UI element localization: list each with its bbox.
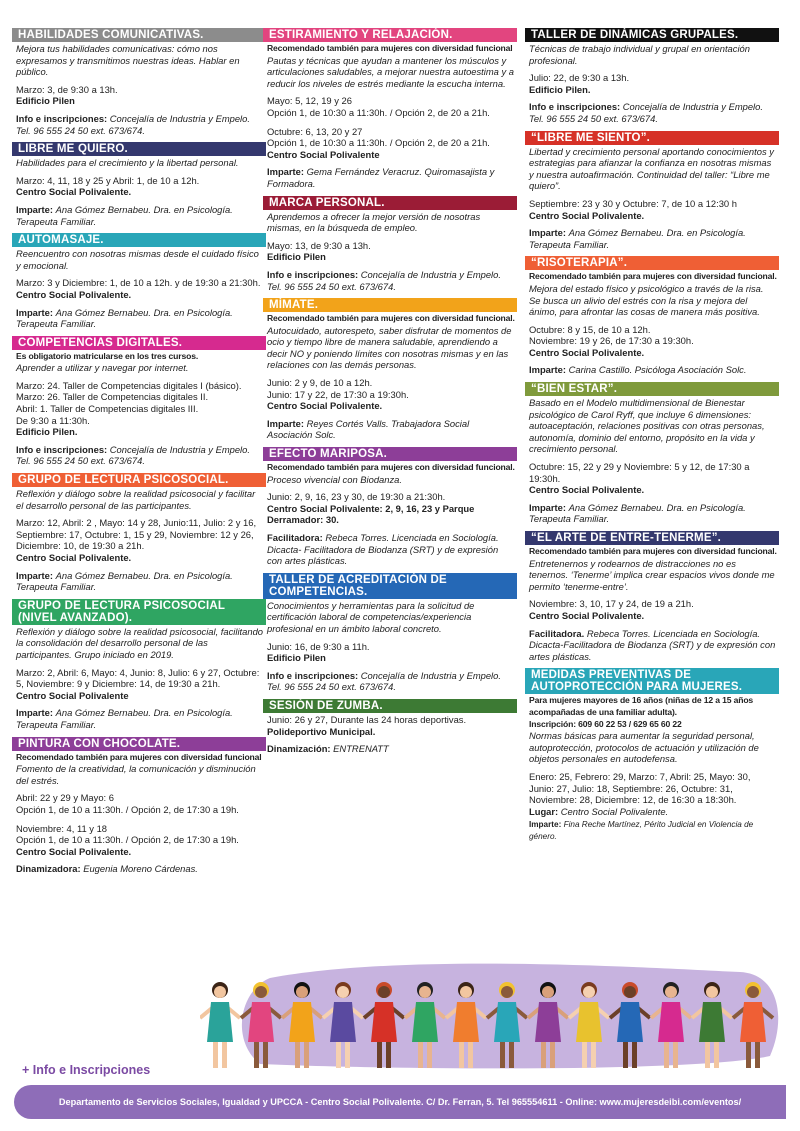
workshop-contact [267, 166, 515, 189]
workshop-body [12, 487, 266, 593]
workshop-schedule-line: Noviembre: 19 y 26, de 17:30 a 19:30h. [529, 335, 694, 347]
workshop-place: Centro Social Polivalente. [529, 209, 645, 221]
workshop-schedule-line: Junio: 2, 9, 16, 23 y 30, de 19:30 a 21:30h. [267, 491, 446, 503]
workshop-title-line-2: COMPETENCIAS. [269, 585, 368, 598]
workshop-schedule-line: De 9:30 a 11:30h. [16, 414, 90, 426]
workshop-place-label: Lugar: [529, 805, 559, 817]
workshop-description: Fomento de la creatividad, la comunicación y disminución del estrés. [16, 763, 256, 786]
workshop-body [525, 42, 779, 125]
workshop-title-line: GRUPO DE LECTURA PSICOSOCIAL [18, 599, 226, 612]
workshop-description: Reflexión y diálogo sobre la realidad psicosocial y facilitar el desarrollo personal de las participantes. [16, 488, 256, 511]
workshop-title [12, 336, 266, 350]
workshop-title [263, 699, 517, 713]
workshop-body [12, 625, 266, 731]
workshop-contact-text: Carina Castillo. Psicóloga Asociación Solc. [568, 364, 747, 376]
workshop-contact-label: Imparte: [16, 707, 53, 719]
workshop-contact-text: Ana Gómez Bernabeu. Dra. en Psicología. Terapeuta Familiar. [529, 501, 746, 525]
workshop-zumba [263, 699, 517, 755]
workshop-place: Centro Social Polivalente. [16, 186, 132, 198]
workshop-contact [16, 113, 264, 136]
workshop-title-line: ESTIRAMIENTO Y RELAJACIÓN. [269, 29, 453, 41]
workshop-schedule-line: Marzo: 4, 11, 18 y 25 y Abril: 1, de 10 a 12h. [16, 174, 200, 186]
workshop-title-line: LIBRE ME QUIERO. [18, 143, 128, 156]
workshop-title [12, 737, 266, 751]
workshop-contact-label: Info e inscripciones: [267, 669, 359, 681]
workshop-contact [267, 532, 515, 567]
workshop-contact-text: ENTRENATT [333, 743, 389, 755]
workshop-note: Para mujeres mayores de 16 años (niñas de 12 a 15 años acompañadas de una familiar adulta). [529, 695, 754, 717]
workshop-contact [529, 628, 777, 663]
workshop-title-line: PINTURA CON CHOCOLATE. [18, 737, 181, 750]
workshop-schedule-line: Julio: 22, de 9:30 a 13h. [529, 72, 630, 84]
workshop-body [263, 312, 517, 441]
workshop-schedule-line: Opción 1, de 10:30 a 11:30h. / Opción 2, de 20 a 21h. [267, 106, 490, 118]
workshop-title-line: MEDIDAS PREVENTIVAS DE [531, 669, 692, 682]
workshop-body [263, 713, 517, 755]
workshop-body [525, 694, 779, 842]
workshop-title [525, 668, 779, 694]
workshop-note: Recomendado también para mujeres con diversidad funcional. [267, 313, 515, 324]
workshop-title-line: GRUPO DE LECTURA PSICOSOCIAL. [18, 474, 229, 487]
workshop-lectura-avanzado [12, 599, 266, 731]
workshop-schedule-line: Mayo: 13, de 9:30 a 13h. [267, 239, 371, 251]
workshop-contact [16, 863, 264, 875]
workshop-bienestar [525, 382, 779, 525]
workshop-place: Centro Social Polivalente. [16, 288, 132, 300]
workshop-contact-text: Rebeca Torres. Licenciada en Sociología. Dicacta-Facilitadora de Biodanza (SRT) y de expresión con artes plásticas. [529, 627, 776, 662]
workshop-contact [529, 819, 777, 842]
workshop-contact-text: Concejalía de Industria y Empelo. Tel. 96 555 24 50 ext. 673/674. [16, 443, 250, 467]
workshop-contact-text: Concejalía de Industria y Empelo. Tel. 96 555 24 50 ext. 673/674. [267, 669, 501, 693]
workshop-schedule-line: Noviembre: 3, 10, 17 y 24, de 19 a 21h. [529, 598, 694, 610]
workshop-body [12, 247, 266, 330]
person-figure [200, 982, 240, 1068]
workshop-contact-text: Gema Fernández Veracruz. Quiromasajista y Formadora. [267, 166, 495, 189]
workshop-title-line: TALLER DE ACREDITACIÓN DE [269, 573, 447, 586]
column-middle [263, 28, 517, 761]
workshop-contact [267, 418, 515, 441]
workshop-title-line: COMPETENCIAS DIGITALES. [18, 336, 183, 349]
workshop-place: Edificio Pilen. [16, 426, 78, 438]
workshop-place: Centro Social Polivalente. [16, 552, 132, 563]
workshop-schedule-line: Marzo: 2, Abril: 6, Mayo: 4, Junio: 8, Julio: 6 y 27, Octubre: 5, Noviembre: 9 y Diciembre: 14, de 19:30 a 21h. [16, 666, 260, 690]
workshop-place: Centro Social Polivalente. [529, 609, 645, 621]
workshop-libre-siento [525, 131, 779, 251]
workshop-note: Recomendado también para mujeres con diversidad funcional [267, 43, 513, 53]
workshop-title-line-2: AUTOPROTECCIÓN PARA MUJERES. [531, 681, 743, 694]
workshop-contact-label: Facilitadora. [529, 627, 585, 639]
workshop-contact [16, 307, 264, 330]
workshop-description: Reflexión y diálogo sobre la realidad psicosocial, facilitando la consolidación del desarrollo personal de las participantes. Grupo iniciado en 2019. [16, 625, 264, 660]
workshop-contact-label: Imparte: [267, 417, 304, 429]
workshop-contact-text: Eugenia Moreno Cárdenas. [83, 863, 198, 875]
workshop-title-line: “LIBRE ME SIENTO”. [531, 131, 651, 144]
workshop-title [525, 256, 779, 270]
schedule-gap [267, 119, 515, 126]
workshop-body [263, 42, 517, 190]
workshop-contact-label: Imparte: [16, 569, 53, 581]
workshop-schedule-line: Enero: 25, Febrero: 29, Marzo: 7, Abril: 25, Mayo: 30, Junio: 27, Julio: 18, Septiembre: 26, Octubre: 31, Noviembre: 28, Diciembre: 12, de 16:30 a 18:30h. [529, 770, 751, 806]
workshop-schedule-line: Marzo: 24. Taller de Competencias digitales I (básico). [16, 379, 242, 391]
workshop-title [525, 131, 779, 145]
workshop-description: Normas básicas para aumentar la seguridad personal, autoprotección, protocolos de actuación y utilización de objetos personales en autodefensa. [529, 730, 759, 765]
workshop-schedule-line: Opción 1, de 10:30 a 11:30h. / Opción 2, de 20 a 21h. [267, 137, 490, 149]
workshop-note: Recomendado también para mujeres con diversidad funcional [16, 751, 262, 762]
workshop-body [525, 545, 779, 662]
workshop-place: Centro Social Polivalente. [16, 845, 132, 857]
workshop-contact [16, 707, 264, 730]
workshop-schedule-line: Septiembre: 23 y 30 y Octubre: 7, de 10 a 12:30 h [529, 197, 737, 209]
workshop-description: Reencuentro con nosotras mismas desde el cuidado físico y emocional. [16, 248, 259, 271]
workshop-mimate [263, 298, 517, 441]
workshop-body [525, 145, 779, 251]
workshop-contact [529, 227, 777, 250]
workshop-body [525, 396, 779, 525]
workshop-contact-text: Ana Gómez Bernabeu. Dra. en Psicología. Terapeuta Familiar. [16, 306, 233, 330]
workshop-title [263, 28, 517, 42]
workshop-place: Centro Social Polivalente. [560, 805, 669, 817]
workshop-schedule-line: Abril: 1. Taller de Competencias digitales III. [16, 403, 199, 415]
workshop-title [12, 28, 266, 42]
workshop-schedule-line: Marzo: 26. Taller de Competencias digitales II. [16, 391, 209, 403]
workshop-competencias [12, 336, 266, 467]
workshop-contact-text: Ana Gómez Bernabeu. Dra. en Psicología. Terapeuta Familiar. [529, 227, 746, 250]
workshop-schedule-line: Opción 1, de 10 a 11:30h. / Opción 2, de 17:30 a 19h. [16, 803, 239, 815]
column-right [525, 28, 779, 848]
workshop-contact-label: Info e inscripciones: [16, 112, 108, 124]
workshop-contact [529, 101, 777, 124]
workshop-place: Centro Social Polivalente. [267, 400, 383, 412]
workshop-contact-text: Concejalía de Industria y Empelo. Tel. 96 555 24 50 ext. 673/674. [529, 101, 763, 124]
workshop-contact [267, 743, 515, 755]
workshop-body [12, 751, 266, 875]
workshop-place: Centro Social Polivalente. [529, 484, 645, 496]
workshop-lectura [12, 473, 266, 593]
workshop-risoterapia [525, 256, 779, 376]
workshop-habilidades [12, 28, 266, 136]
workshop-title-line: MARCA PERSONAL. [269, 196, 385, 209]
workshop-body [263, 210, 517, 293]
workshop-libre-quiero [12, 142, 266, 227]
workshop-contact [16, 570, 264, 593]
workshop-contact-text: Fina Reche Martínez, Périto Judicial en Violencia de género. [529, 820, 754, 841]
workshop-marca [263, 196, 517, 293]
workshop-schedule-line: Marzo: 3 y Diciembre: 1, de 10 a 12h. y de 19:30 a 21:30h. [16, 277, 261, 289]
workshop-schedule-line: Junio: 16, de 9:30 a 11h. [267, 640, 370, 652]
workshop-contact-text: Ana Gómez Bernabeu. Dra. en Psicología. Terapeuta Familiar. [16, 707, 233, 730]
workshop-title [263, 196, 517, 210]
workshop-automasaje [12, 233, 266, 330]
workshop-contact-label: Imparte: [529, 820, 562, 830]
workshop-description: Aprender a utilizar y navegar por internet. [16, 362, 189, 374]
workshop-description: Habilidades para el crecimiento y la libertad personal. [16, 157, 239, 169]
workshop-title-line: SESIÓN DE ZUMBA. [269, 699, 383, 712]
workshop-note: Recomendado también para mujeres con diversidad funcional. [267, 462, 515, 473]
workshop-contact-text: Ana Gómez Bernabeu. Dra. en Psicología. Terapeuta Familiar. [16, 203, 233, 227]
workshop-description: Mejora tus habilidades comunicativas: cómo nos expresamos y transmitimos nuestras ideas. Hablar en público. [16, 43, 240, 78]
workshop-schedule-line: Octubre: 6, 13, 20 y 27 [267, 125, 363, 137]
workshop-body [12, 156, 266, 227]
info-inscripciones-link[interactable]: + Info e Inscripciones [22, 1063, 151, 1077]
workshop-description: Técnicas de trabajo individual y grupal en orientación profesional. [529, 43, 750, 66]
workshop-place: Centro Social Polivalente: 2, 9, 16, 23 y Parque Derramador: 30. [267, 502, 475, 526]
workshop-note-2: Inscripción: 609 60 22 53 / 629 65 60 22 [529, 718, 682, 729]
workshop-schedule-line: Octubre: 15, 22 y 29 y Noviembre: 5 y 12, de 17:30 a 19:30h. [529, 461, 750, 484]
workshop-note: Es obligatorio matricularse en los tres cursos. [16, 350, 199, 361]
workshop-description: Aprendemos a ofrecer la mejor versión de nosotras mismas, en la búsqueda de empleo. [267, 210, 481, 234]
workshop-body [263, 599, 517, 693]
workshop-place: Centro Social Polivalente [267, 148, 380, 160]
workshop-contact-label: Info e inscripciones: [267, 268, 359, 280]
workshop-pintura [12, 737, 266, 875]
workshop-contact-label: Imparte: [16, 306, 53, 318]
workshop-contact-text: Reyes Cortés Valls. Trabajadora Social Asociación Solc. [267, 417, 470, 441]
workshop-description: Entretenernos y rodearnos de distracciones no es tenernos. ‘Tenerme’ implica crear espacios vivos donde me permito ‘tenerme-entre’. [529, 557, 775, 592]
workshop-place: Edificio Pilen [267, 251, 326, 263]
workshop-body [263, 461, 517, 567]
workshop-title [12, 233, 266, 247]
footer-bar [14, 1085, 786, 1119]
workshop-place: Edificio Pilen [16, 95, 75, 107]
workshop-title [263, 298, 517, 312]
workshop-contact [529, 502, 777, 525]
workshop-contact-label: Imparte: [267, 166, 304, 178]
workshop-contact-text: Rebeca Torres. Licenciada en Sociología. Dicacta- Facilitadora de Biodanza (SRT) y de expresión con artes plásticas. [267, 532, 499, 567]
workshop-dinamicas [525, 28, 779, 125]
workshop-place: Edificio Pilen. [529, 83, 591, 95]
workshop-contact-label: Facilitadora: [267, 532, 323, 543]
workshop-place: Polideportivo Municipal. [267, 725, 376, 737]
workshop-title-line: HABILIDADES COMUNICATIVAS. [18, 29, 204, 41]
workshop-place: Edificio Pilen [267, 652, 326, 664]
workshop-title-line: “RISOTERAPIA”. [531, 257, 628, 270]
workshop-contact-text: Ana Gómez Bernabeu. Dra. en Psicología. Terapeuta Familiar. [16, 569, 233, 593]
workshop-schedule-line: Opción 1, de 10 a 11:30h. / Opción 2, de 17:30 a 19h. [16, 834, 239, 846]
workshop-body [12, 42, 266, 136]
workshop-acreditacion [263, 573, 517, 693]
workshop-title [12, 473, 266, 487]
workshop-contact-text: Concejalía de Industria y Empelo. Tel. 96 555 24 50 ext. 673/674. [16, 112, 250, 136]
column-left [12, 28, 266, 881]
workshop-contact-label: Imparte: [529, 501, 566, 513]
workshop-contact-label: Info e inscripciones: [529, 101, 621, 113]
workshop-entretenerme [525, 531, 779, 662]
workshop-note: Recomendado también para mujeres con diversidad funcional. [529, 546, 777, 556]
workshop-body [525, 270, 779, 376]
workshop-contact [529, 364, 777, 376]
workshop-contact-label: Imparte: [529, 227, 566, 239]
workshop-title [525, 28, 779, 42]
workshop-place: Centro Social Polivalente [16, 689, 129, 701]
workshop-title-line: EFECTO MARIPOSA. [269, 448, 387, 461]
workshop-description: Proceso vivencial con Biodanza. [267, 473, 402, 485]
workshop-contact [16, 204, 264, 227]
workshop-schedule-line: Noviembre: 4, 11 y 18 [16, 822, 108, 834]
workshop-contact-label: Dinamización: [267, 743, 331, 755]
workshop-title-line: “EL ARTE DE ENTRE-TENERME”. [531, 532, 722, 544]
workshop-contact-label: Imparte: [529, 364, 566, 376]
workshop-schedule-line: Mayo: 5, 12, 19 y 26 [267, 95, 352, 107]
workshop-contact [16, 444, 264, 467]
workshop-medidas [525, 668, 779, 842]
workshop-schedule-line: Junio: 26 y 27, Durante las 24 horas deportivas. [267, 713, 467, 725]
workshop-description: Basado en el Modelo multidimensional de Bienestar psicológico de Carol Ryff, que incluye 6 dimensiones: autoaceptación, relaciones positivas con otras personas, autonomía, dominio del entorno, propósito en la vida y crecimiento personal. [529, 397, 765, 455]
workshop-title [263, 573, 517, 599]
workshop-title [12, 142, 266, 156]
workshop-description: Autocuidado, autorespeto, saber disfrutar de momentos de ocio y tiempo libre de manera saludable, aprendiendo a decir NO y poniendo límites con nosotras mismas y en las relaciones con las demás personas. [267, 324, 512, 371]
workshop-title-line: TALLER DE DINÁMICAS GRUPALES. [531, 29, 739, 41]
workshop-schedule-line: Abril: 22 y 29 y Mayo: 6 [16, 792, 114, 804]
workshop-schedule-line: Marzo: 3, de 9:30 a 13h. [16, 83, 118, 95]
workshop-place-row [529, 806, 777, 818]
workshop-contact-label: Info e inscripciones: [16, 443, 108, 455]
workshop-title-line: “BIEN ESTAR”. [531, 383, 618, 396]
workshop-contact [267, 269, 515, 292]
workshop-contact-text: Concejalía de Industria y Empelo. Tel. 96 555 24 50 ext. 673/674. [267, 268, 501, 292]
workshop-title-line-2: (NIVEL AVANZADO). [18, 611, 133, 624]
workshop-schedule-line: Junio: 2 y 9, de 10 a 12h. [267, 377, 373, 389]
workshop-title-line: MÍMATE. [269, 299, 319, 312]
workshop-body [12, 350, 266, 467]
workshop-title [525, 382, 779, 396]
workshop-title [525, 531, 779, 545]
workshop-note: Recomendado también para mujeres con diversidad funcional. [529, 271, 777, 282]
workshop-description: Conocimientos y herramientas para la solicitud de certificación laboral de competencias/experiencia profesional en un ámbito laboral concreto. [267, 599, 475, 634]
workshop-description: Mejora del estado físico y psicológico a través de la risa. Se busca un alivio del estrés con la risa y mejora del ánimo, para afrontar las cosas de manera más positiva. [529, 282, 764, 318]
footer-text: Departamento de Servicios Sociales, Igualdad y UPCCA - Centro Social Polivalente. C/ Dr. Ferran, 5. Tel 965554611 - Online: www.mujeresdeibi.com/eventos/ [58, 1097, 742, 1107]
women-illustration [200, 960, 790, 1075]
workshop-estiramiento [263, 28, 517, 190]
workshop-description: Pautas y técnicas que ayudan a mantener los músculos y articulaciones saludables, a mejorar nuestra autoestima y a reducir los niveles de estrés mediante la escucha interna. [267, 54, 515, 89]
workshop-title [12, 599, 266, 625]
schedule-gap [16, 816, 264, 823]
workshop-place: Centro Social Polivalente. [529, 346, 645, 358]
workshop-title-line: AUTOMASAJE. [18, 234, 104, 247]
workshop-schedule-line: Marzo: 12, Abril: 2 , Mayo: 14 y 28, Junio:11, Julio: 2 y 16, Septiembre: 17, Octubre: 1, 15 y 29, Noviembre: 12 y 26, Diciembre: 10, de 19:30 a 21h. [16, 517, 257, 552]
workshop-contact-label: Dinamizadora: [16, 863, 81, 875]
workshop-schedule-line: Octubre: 8 y 15, de 10 a 12h. [529, 323, 651, 335]
workshop-schedule-line: Junio: 17 y 22, de 17:30 a 19:30h. [267, 388, 409, 400]
workshop-description: Libertad y crecimiento personal aportando conocimientos y estrategias para afianzar la confianza en nosotras mismas y nuestra autoafirmación. Continuidad del taller: “Libre me quiero”. [529, 145, 774, 192]
workshop-title [263, 447, 517, 461]
workshop-contact-label: Imparte: [16, 203, 53, 215]
workshop-mariposa [263, 447, 517, 567]
workshop-contact [267, 670, 515, 693]
